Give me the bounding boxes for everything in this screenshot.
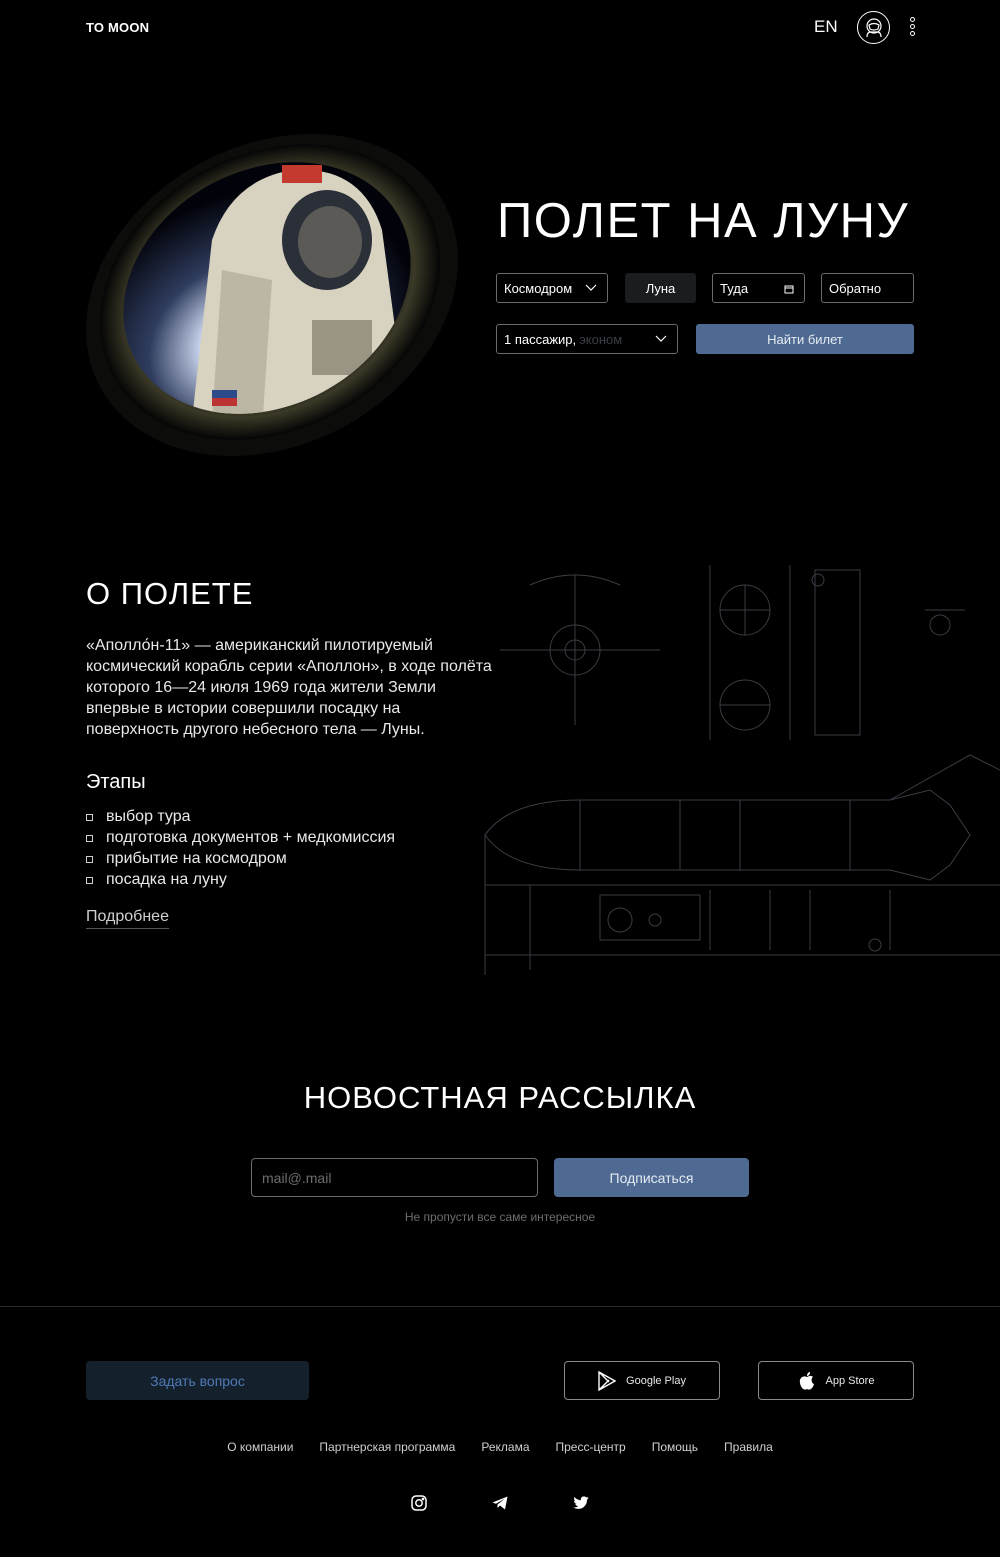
about-text: «Аполло́н-11» — американский пилотируемый космический корабль серии «Аполлон», в ходе полёта которого 16—24 июля 1969 года жители Земли впервые в истории совершили посадку на поверхность другого небесного тела — Луны.: [86, 637, 492, 738]
passengers-select[interactable]: [496, 324, 678, 354]
rocket-blueprint-image: [470, 555, 1000, 980]
ask-question-button[interactable]: Задать вопрос: [86, 1361, 309, 1400]
twitter-icon[interactable]: [572, 1494, 590, 1512]
google-play-button[interactable]: [564, 1361, 720, 1400]
departure-label: Туда: [720, 280, 749, 296]
google-play-icon: [598, 1371, 616, 1391]
app-store-button[interactable]: [758, 1361, 914, 1400]
logo[interactable]: TO MOON: [86, 20, 150, 35]
profile-button[interactable]: [857, 11, 890, 44]
destination-field[interactable]: [625, 273, 696, 303]
return-date-field[interactable]: [821, 273, 914, 303]
divider: [0, 1306, 1000, 1307]
newsletter-title: НОВОСТНАЯ РАССЫЛКА: [303, 1080, 697, 1115]
hero-title: ПОЛЕТ НА ЛУНУ: [497, 194, 910, 248]
instagram-icon[interactable]: [410, 1494, 428, 1512]
chevron-down-icon: [585, 284, 597, 292]
app-store-label: App Store: [825, 1374, 875, 1387]
footer-link-press[interactable]: Пресс-центр: [555, 1440, 626, 1454]
footer-link-rules[interactable]: Правила: [724, 1440, 773, 1454]
list-item: подготовка документов + медкомиссия: [86, 827, 395, 848]
language-switch[interactable]: EN: [814, 17, 838, 36]
about-title: О ПОЛЕТЕ: [86, 576, 254, 611]
passengers-label: 1 пассажир,: [504, 331, 577, 347]
return-label: Обратно: [829, 280, 882, 296]
telegram-icon[interactable]: [491, 1494, 509, 1512]
astronaut-helmet-icon: [863, 17, 885, 39]
list-item: прибытие на космодром: [86, 848, 395, 869]
subscribe-button[interactable]: Подписаться: [554, 1158, 749, 1197]
spaceport-label: Космодром: [504, 280, 573, 296]
footer-link-help[interactable]: Помощь: [651, 1440, 699, 1454]
find-ticket-button[interactable]: Найти билет: [696, 324, 914, 354]
footer-link-company[interactable]: О компании: [227, 1440, 294, 1454]
calendar-icon: [784, 284, 794, 294]
chevron-down-icon: [655, 335, 667, 343]
apple-icon: [798, 1371, 816, 1391]
footer-links: [0, 1440, 1000, 1454]
departure-date-field[interactable]: [712, 273, 805, 303]
list-item: посадка на луну: [86, 869, 395, 890]
class-label: эконом: [579, 331, 623, 347]
footer-link-ads[interactable]: Реклама: [481, 1440, 530, 1454]
spaceport-select[interactable]: [496, 273, 608, 303]
destination-label: Луна: [645, 280, 676, 296]
list-item: выбор тура: [86, 806, 395, 827]
header: [0, 0, 1000, 56]
vertical-dots-icon[interactable]: [907, 17, 917, 39]
more-link[interactable]: Подробнее: [86, 908, 169, 929]
stages-title: Этапы: [86, 771, 146, 793]
google-play-label: Google Play: [626, 1374, 686, 1387]
footer-link-partner[interactable]: Партнерская программа: [319, 1440, 456, 1454]
email-input[interactable]: [251, 1158, 538, 1197]
newsletter-hint: Не пропусти все саме интересное: [404, 1210, 596, 1224]
astronaut-porthole-image: [62, 120, 462, 465]
stages-list: [86, 806, 395, 890]
